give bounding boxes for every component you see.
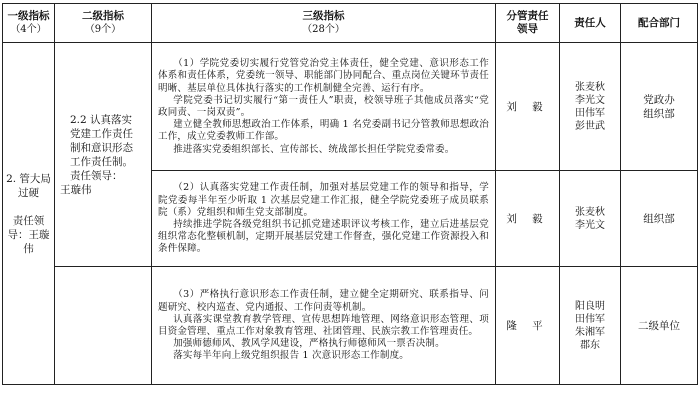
level3-paragraph: 加强师德师风、教风学风建设，严格执行师德师风一票否决制。 (173, 338, 445, 350)
responsible-person: 朱湘军 (575, 326, 605, 338)
responsible-person: 田伟军 (575, 313, 605, 325)
dept-name: 二级单位 (638, 319, 680, 332)
level3-paragraph: 建立健全教师思想政治工作体系，明确 1 名党委副书记分管教师思想政治工作，成立党委教师工作部。 (158, 119, 489, 143)
responsible-cell (560, 267, 621, 385)
level3-paragraph: 落实每半年向上级党组织报告 1 次意识形态工作制度。 (173, 350, 409, 362)
responsible-person: 阳良明 (575, 300, 605, 312)
table-row (3, 267, 698, 385)
level1-cell (3, 43, 55, 385)
responsible-person: 郡东 (580, 339, 600, 351)
level3-paragraph: （1）学院党委切实履行党管党治党主体责任，健全党建、意识形态工作体系和责任体系，党委统一领导、职能部门协同配合、重点岗位关键环节责任明晰、基层单位具体执行落实的工作机制健全完善、运行有序。 (158, 58, 489, 94)
leader-cell: 隆 平 (496, 267, 560, 385)
responsible-person: 田伟军 (575, 107, 605, 119)
responsible-cell (560, 171, 621, 267)
table-row (3, 43, 698, 171)
leader-cell: 刘 毅 (496, 43, 560, 171)
header-level3-title: 三级指标 (302, 10, 345, 22)
level1-line: 2. 管大局 (6, 172, 51, 185)
level3-paragraph: 持续推进学院各级党组织书记抓党建述职评议考核工作，建立后进基层党组织常态化整顿机制，定期开展基层党建工作督查，强化党建工作资源投入和条件保障。 (158, 219, 489, 255)
level2-empty-cell (55, 267, 152, 385)
header-responsible (560, 4, 621, 43)
dept-name: 组织部 (643, 107, 675, 120)
level1-line: 过硬 (18, 186, 39, 199)
level2-cell (55, 43, 152, 267)
header-leader (496, 4, 560, 43)
level2-line: 制和意识形态 (70, 141, 133, 154)
header-level1-count: （4个） (10, 24, 47, 35)
header-level2 (55, 4, 152, 43)
level3-paragraph: （2）认真落实党建工作责任制，加强对基层党建工作的领导和指导，学院党委每半年至少听取 1 次基层党建工作汇报，健全学院党委班子成员联系院（系）党组织和师生党支部制度。 (158, 182, 489, 218)
responsible-person: 李光文 (575, 219, 605, 231)
header-leader-line1: 分管责任 (506, 10, 549, 22)
level3-paragraph: 推进落实党委组织部长、宣传部长、统战部长担任学院党委常委。 (173, 143, 455, 155)
level3-paragraph: （3）严格执行意识形态工作责任制，建立健全定期研究、联系指导、问题研究、校内巡查、党内通报、工作问责等机制。 (158, 289, 489, 313)
header-level1 (3, 4, 55, 43)
leader-cell: 刘 毅 (496, 171, 560, 267)
header-dept (621, 4, 698, 43)
header-row (3, 4, 698, 43)
header-level3 (152, 4, 496, 43)
level1-line: 伟 (23, 242, 34, 255)
header-level2-title: 二级指标 (82, 10, 124, 22)
level3-paragraph: 学院党委书记切实履行“第一责任人”职责，校领导班子其他成员落实“党政同责、一岗双责”。 (158, 94, 489, 118)
dept-name: 组织部 (643, 212, 675, 225)
header-dept-title: 配合部门 (638, 16, 680, 29)
responsible-person: 张麦秋 (575, 81, 605, 93)
level1-line: 导：王璇 (7, 228, 50, 241)
level3-cell (152, 171, 496, 267)
header-level3-count: （28个） (302, 24, 345, 35)
header-leader-line2: 领导 (517, 23, 538, 35)
header-level2-count: （9个） (84, 24, 122, 35)
dept-cell (621, 171, 698, 267)
responsible-person: 张麦秋 (575, 206, 605, 218)
level2-line: 2.2 认真落实 (70, 113, 133, 126)
level3-cell (152, 267, 496, 385)
level1-line: 责任领 (12, 214, 45, 227)
level3-cell (152, 43, 496, 171)
responsible-person: 李光文 (575, 94, 605, 106)
dept-cell (621, 43, 698, 171)
header-level1-title: 一级指标 (7, 10, 50, 22)
level2-line: 责任领导： (70, 169, 123, 182)
level2-line: 王璇伟 (60, 183, 92, 196)
dept-cell (621, 267, 698, 385)
level2-line: 党建工作责任 (70, 127, 133, 140)
level3-paragraph: 认真落实课堂教育教学管理、宣传思想阵地管理、网络意识形态管理、项目资金管理、重点工作对象教育管理、社团管理、民族宗教工作管理责任。 (158, 313, 489, 337)
level2-line: 工作责任制。 (70, 155, 133, 168)
responsible-person: 彭世武 (575, 120, 605, 132)
indicator-table (2, 3, 698, 385)
dept-name: 党政办 (643, 93, 675, 106)
header-responsible-title: 责任人 (574, 16, 606, 29)
responsible-cell (560, 43, 621, 171)
